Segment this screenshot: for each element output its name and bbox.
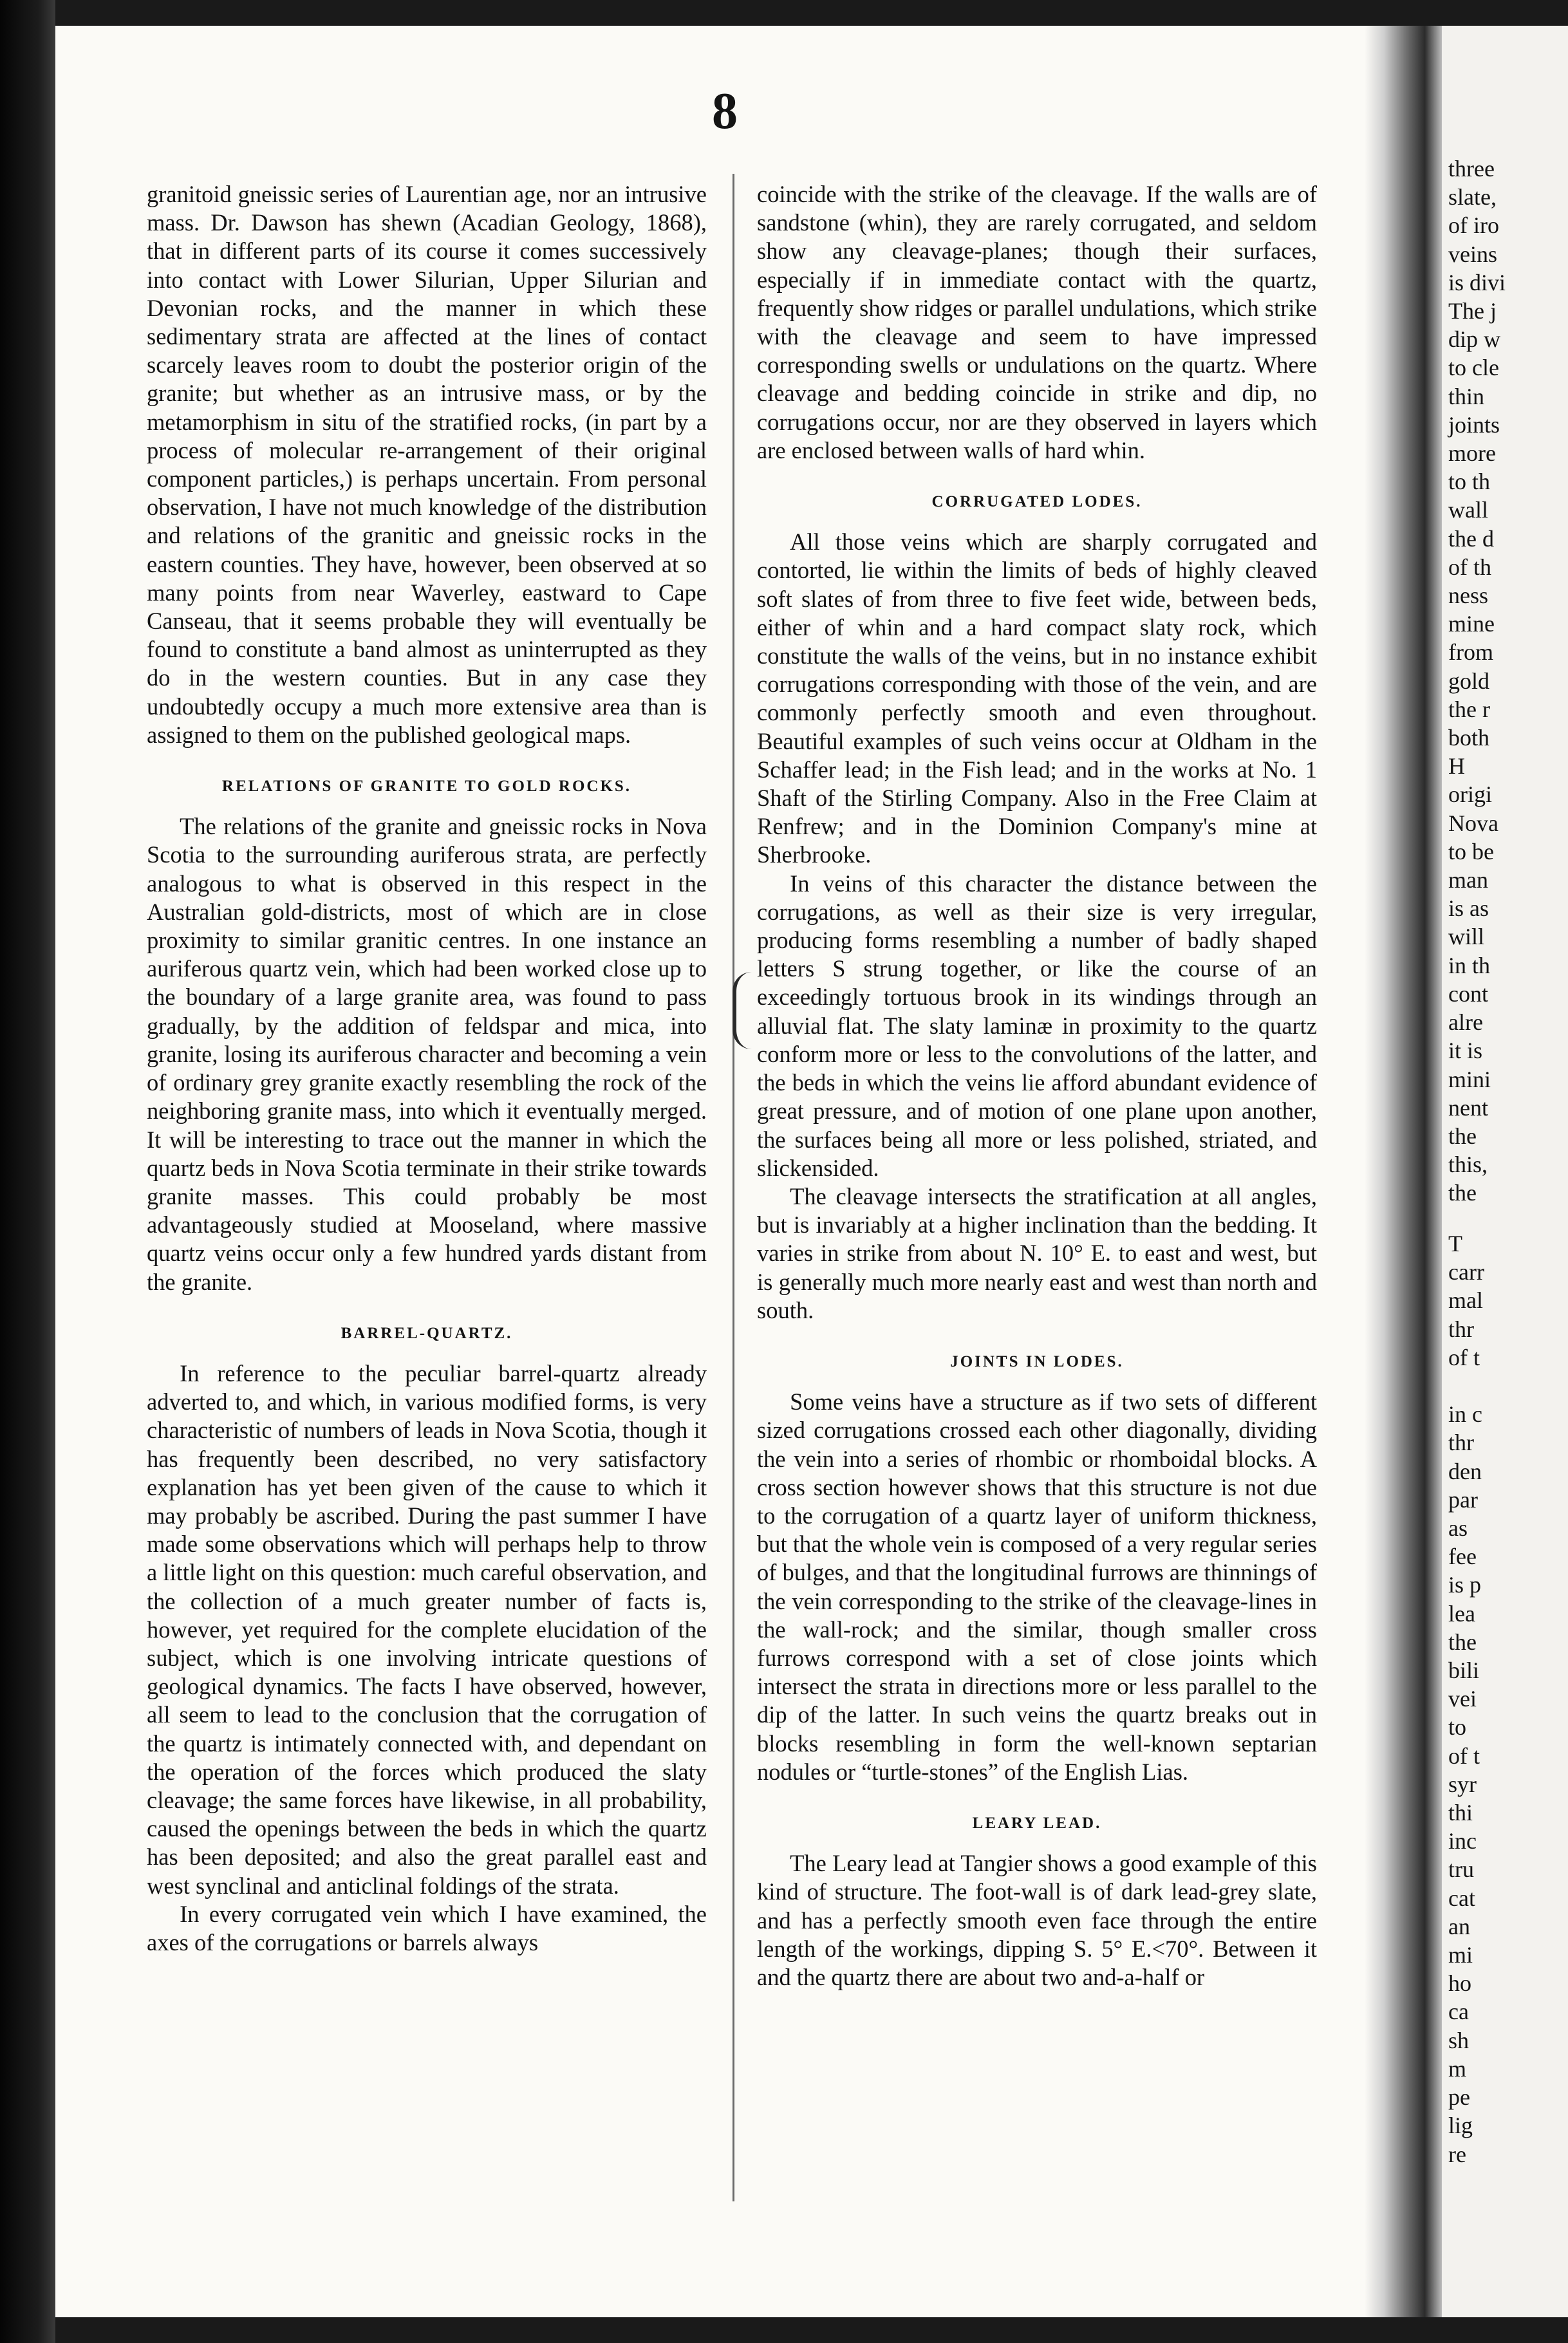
section-heading: JOINTS IN LODES. [950, 1352, 1124, 1370]
fragment-line: The j [1448, 298, 1497, 324]
fragment-line: is p [1448, 1572, 1482, 1598]
fragment-line: of t [1448, 1344, 1480, 1370]
fragment-line: Nova [1448, 810, 1498, 836]
middle-column [757, 180, 1317, 1992]
fragment-line: syr [1448, 1771, 1477, 1797]
fragment-line: of th [1448, 554, 1491, 580]
fragment-line: both [1448, 725, 1490, 751]
fragment-line: ho [1448, 1970, 1471, 1997]
fragment-line: the [1448, 1629, 1477, 1655]
fragment-line: lig [1448, 2113, 1473, 2139]
fragment-line: as [1448, 1515, 1468, 1542]
fragment-line: m [1448, 2055, 1467, 2082]
fragment-line: of t [1448, 1742, 1480, 1769]
fragment-line: the d [1448, 525, 1494, 552]
section-heading: LEARY LEAD. [972, 1814, 1102, 1832]
fragment-line: re [1448, 2141, 1466, 2167]
fragment-line: thr [1448, 1430, 1474, 1456]
fragment-line: of iro [1448, 212, 1499, 239]
fragment-line: the [1448, 1180, 1477, 1206]
fragment-line: is divi [1448, 269, 1506, 295]
fragment-line: in c [1448, 1401, 1482, 1428]
fragment-line: cat [1448, 1885, 1475, 1911]
book-spine-shadow [1365, 26, 1442, 2317]
section-heading: BARREL-QUARTZ. [341, 1324, 513, 1342]
fragment-line: pe [1448, 2084, 1470, 2111]
fragment-line: alre [1448, 1009, 1483, 1036]
fragment-line: joints [1448, 411, 1500, 438]
fragment-lines-bottom [1442, 1229, 1484, 2169]
fragment-line: ca [1448, 1999, 1469, 2025]
paragraph: In every corrugated vein which I have examined, the axes of the corrugations or barrels always [147, 1900, 707, 1956]
fragment-line: thin [1448, 383, 1485, 409]
fragment-line: wall [1448, 497, 1488, 523]
fragment-line: mi [1448, 1942, 1473, 1968]
fragment-line: is as [1448, 895, 1489, 922]
fragment-line: par [1448, 1486, 1478, 1513]
fragment-line: three [1448, 156, 1495, 182]
paragraph: coincide with the strike of the cleavage. If the walls are of sandstone (whin), they are rarely corrugated, and seldom show any cleavage-planes; though their surfaces, especially if in immediate contact with the quartz, frequently show ridges or parallel undulations, which strike with the cleavage and seem to have impressed corresponding swells or undulations on the quartz. Where cleavage and bedding coincide in strike and dip, no corrugations occur, nor are they observed in layers which are enclosed between walls of hard whin. [757, 181, 1317, 463]
fragment-line: to [1448, 1714, 1467, 1741]
fragment-line: from [1448, 639, 1493, 666]
fragment-line: cont [1448, 980, 1488, 1007]
fragment-line: den [1448, 1458, 1482, 1484]
fragment-line: it is [1448, 1038, 1483, 1064]
fragment-line: lea [1448, 1600, 1475, 1627]
paragraph: The relations of the granite and gneissic rocks in Nova Scotia to the surrounding auriferous strata, are perfectly analogous to what is observed in this respect in the Australian gold-districts, most of which are in close proximity to similar granitic centres. In one instance an auriferous quartz vein, which had been worked close up to the boundary of a large granite area, was found to pass gradually, by the addition of feldspar and mica, into granite, losing its auriferous character and becoming a vein of ordinary grey granite exactly resembling the rock of the neighboring granite mass, into which it eventually merged. It will be interesting to trace out the manner in which the quartz beds in Nova Scotia terminate in their strike towards granite masses. This could probably be most advantageously studied at Mooseland, where massive quartz veins occur only a few hundred yards distant from the granite. [147, 813, 707, 1295]
fragment-line: T [1448, 1231, 1462, 1256]
page-number: 8 [712, 83, 738, 140]
fragment-line: will [1448, 924, 1485, 950]
fragment-line: mini [1448, 1066, 1491, 1092]
fragment-line: sh [1448, 2027, 1470, 2053]
left-column [147, 180, 707, 1957]
paragraph: The Leary lead at Tangier shows a good example of this kind of structure. The foot-wall is of dark lead-grey slate, and has a perfectly smooth even face through the entire length of the workings, dipping S. 5° E.<70°. Between it and the quartz there are about two and-a-half or [757, 1850, 1317, 1990]
fragment-line: origi [1448, 781, 1492, 808]
section-heading: CORRUGATED LODES. [931, 493, 1143, 511]
fragment-line: veins [1448, 241, 1497, 267]
fragment-line: mine [1448, 611, 1495, 637]
paragraph: Some veins have a structure as if two sets of different sized corrugations crossed each other diagonally, dividing the vein into a series of rhombic or rhomboidal blocks. A cross section however shows that this structure is not due to the corrugation of a quartz layer of uniform thickness, but that the whole vein is composed of a very regular series of bulges, and that the longitudinal furrows are thinnings of the vein corresponding to the strike of the cleavage-lines in the wall-rock; and the similar, though smaller cross furrows correspond with a set of close joints which intersect the strata in directions more or less parallel to the dip of the latter. In such veins the quartz breaks out in blocks resembling in form the well-known septarian nodules or “turtle-stones” of the English Lias. [757, 1388, 1317, 1785]
column-divider [733, 174, 734, 2201]
paragraph: In veins of this character the distance between the corrugations, as well as their size is very irregular, producing forms resembling a number of badly shaped letters S strung together, or like the course of an exceedingly tortuous brook in its windings through an alluvial flat. The slaty laminæ in proximity to the quartz conform more or less to the convolutions of the latter, and the beds in which the veins lie afford abundant evidence of great pressure, and of motion of one plane upon another, the surfaces being all more or less polished, striated, and slickensided. [757, 870, 1317, 1181]
fragment-line: H [1448, 753, 1465, 779]
document-page [55, 26, 1426, 2317]
fragment-line: nent [1448, 1094, 1488, 1121]
paragraph: The cleavage intersects the stratification at all angles, but is invariably at a higher inclination than the bedding. It varies in strike from about N. 10° E. to east and west, but is generally much more nearly east and west than north and south. [757, 1182, 1317, 1323]
fragment-line: an [1448, 1913, 1470, 1939]
fragment-line: this, [1448, 1152, 1488, 1178]
fragment-line: tru [1448, 1856, 1474, 1883]
paragraph: In reference to the peculiar barrel-quartz already adverted to, and which, in various modified forms, is very characteristic of numbers of leads in Nova Scotia, though it has frequently been described, no very satisfactory explanation has yet been given of the cause to which it may probably be ascribed. During the past summer I have made some observations which will perhaps help to throw a little light on this question: much careful observation, and the collection of a much greater number of facts is, however, yet required for the complete elucidation of the subject, which is one involving intricate questions of geological dynamics. The facts I have observed, however, all seem to lead to the conclusion that the corrugation of the quartz is intimately connected with, and dependant on the operation of the forces which produced the slaty cleavage; the same forces have likewise, in all probability, caused the openings between the beds in which the quartz has been deposited; and also the great parallel east and west synclinal and anticlinal foldings of the strata. [147, 1359, 707, 1899]
fragment-line: vei [1448, 1686, 1477, 1712]
fragment-line: man [1448, 867, 1488, 893]
fragment-line: ness [1448, 583, 1488, 609]
fragment-line: bili [1448, 1657, 1480, 1684]
fragment-line [1442, 1372, 1484, 1400]
fragment-line: slate, [1448, 184, 1497, 210]
section-heading: RELATIONS OF GRANITE TO GOLD ROCKS. [221, 778, 632, 796]
adjacent-page-fragment [1442, 26, 1568, 2317]
paragraph: granitoid gneissic series of Laurentian age, nor an intrusive mass. Dr. Dawson has shewn (Acadian Geology, 1868), that in different parts of its course it comes successively into contact with Lower Silurian, Upper Silurian and Devonian rocks, and the manner in which these sedimentary strata are affected at the lines of contact scarcely leaves room to doubt the posterior origin of the granite; but whether as an intrusive mass, or by the metamorphism in situ of the stratified rocks, (in part by a process of molecular re-arrangement of their original component particles,) is perhaps uncertain. From personal observation, I have not much knowledge of the distribution and relations of the granitic and gneissic rocks in the eastern counties. They have, however, been observed at so many points from near Waverley, eastward to Cape Canseau, that it seems probable they will eventually be found to constitute a band almost as uninterrupted as they do in the western counties. But in any case they undoubtedly occupy a much more extensive area than is assigned to them on the published geological maps. [147, 181, 707, 748]
fragment-line: fee [1448, 1544, 1477, 1570]
fragment-line: to th [1448, 469, 1491, 495]
fragment-line: the r [1448, 696, 1490, 722]
fragment-line: the [1448, 1123, 1477, 1149]
fragment-line: carr [1448, 1259, 1484, 1285]
fragment-line: inc [1448, 1828, 1477, 1854]
fragment-line: dip w [1448, 326, 1500, 353]
fragment-line: gold [1448, 667, 1490, 694]
paragraph: All those veins which are sharply corrugated and contorted, lie within the limits of beds of highly cleaved soft slates of from three to five feet wide, between beds, either of whin and a hard compact slaty rock, which constitute the walls of the veins, but in no instance exhibit corrugations corresponding with those of the vein, and are commonly perfectly smooth and even throughout. Beautiful examples of such veins occur at Oldham in the Schaffer lead; in the Fish lead; and in the works at No. 1 Shaft of the Stirling Company. Also in the Free Claim at Renfrew; and in the Dominion Company's mine at Sherbrooke. [757, 528, 1317, 868]
fragment-line: more [1448, 440, 1496, 467]
fragment-line: thi [1448, 1800, 1473, 1826]
fragment-line: thr [1448, 1316, 1474, 1342]
fragment-line: to cle [1448, 355, 1499, 381]
fragment-line: mal [1448, 1287, 1483, 1314]
fragment-line: in th [1448, 952, 1491, 978]
scan-border [0, 0, 55, 2343]
fragment-lines-top [1442, 154, 1506, 1208]
fragment-line: to be [1448, 838, 1494, 864]
